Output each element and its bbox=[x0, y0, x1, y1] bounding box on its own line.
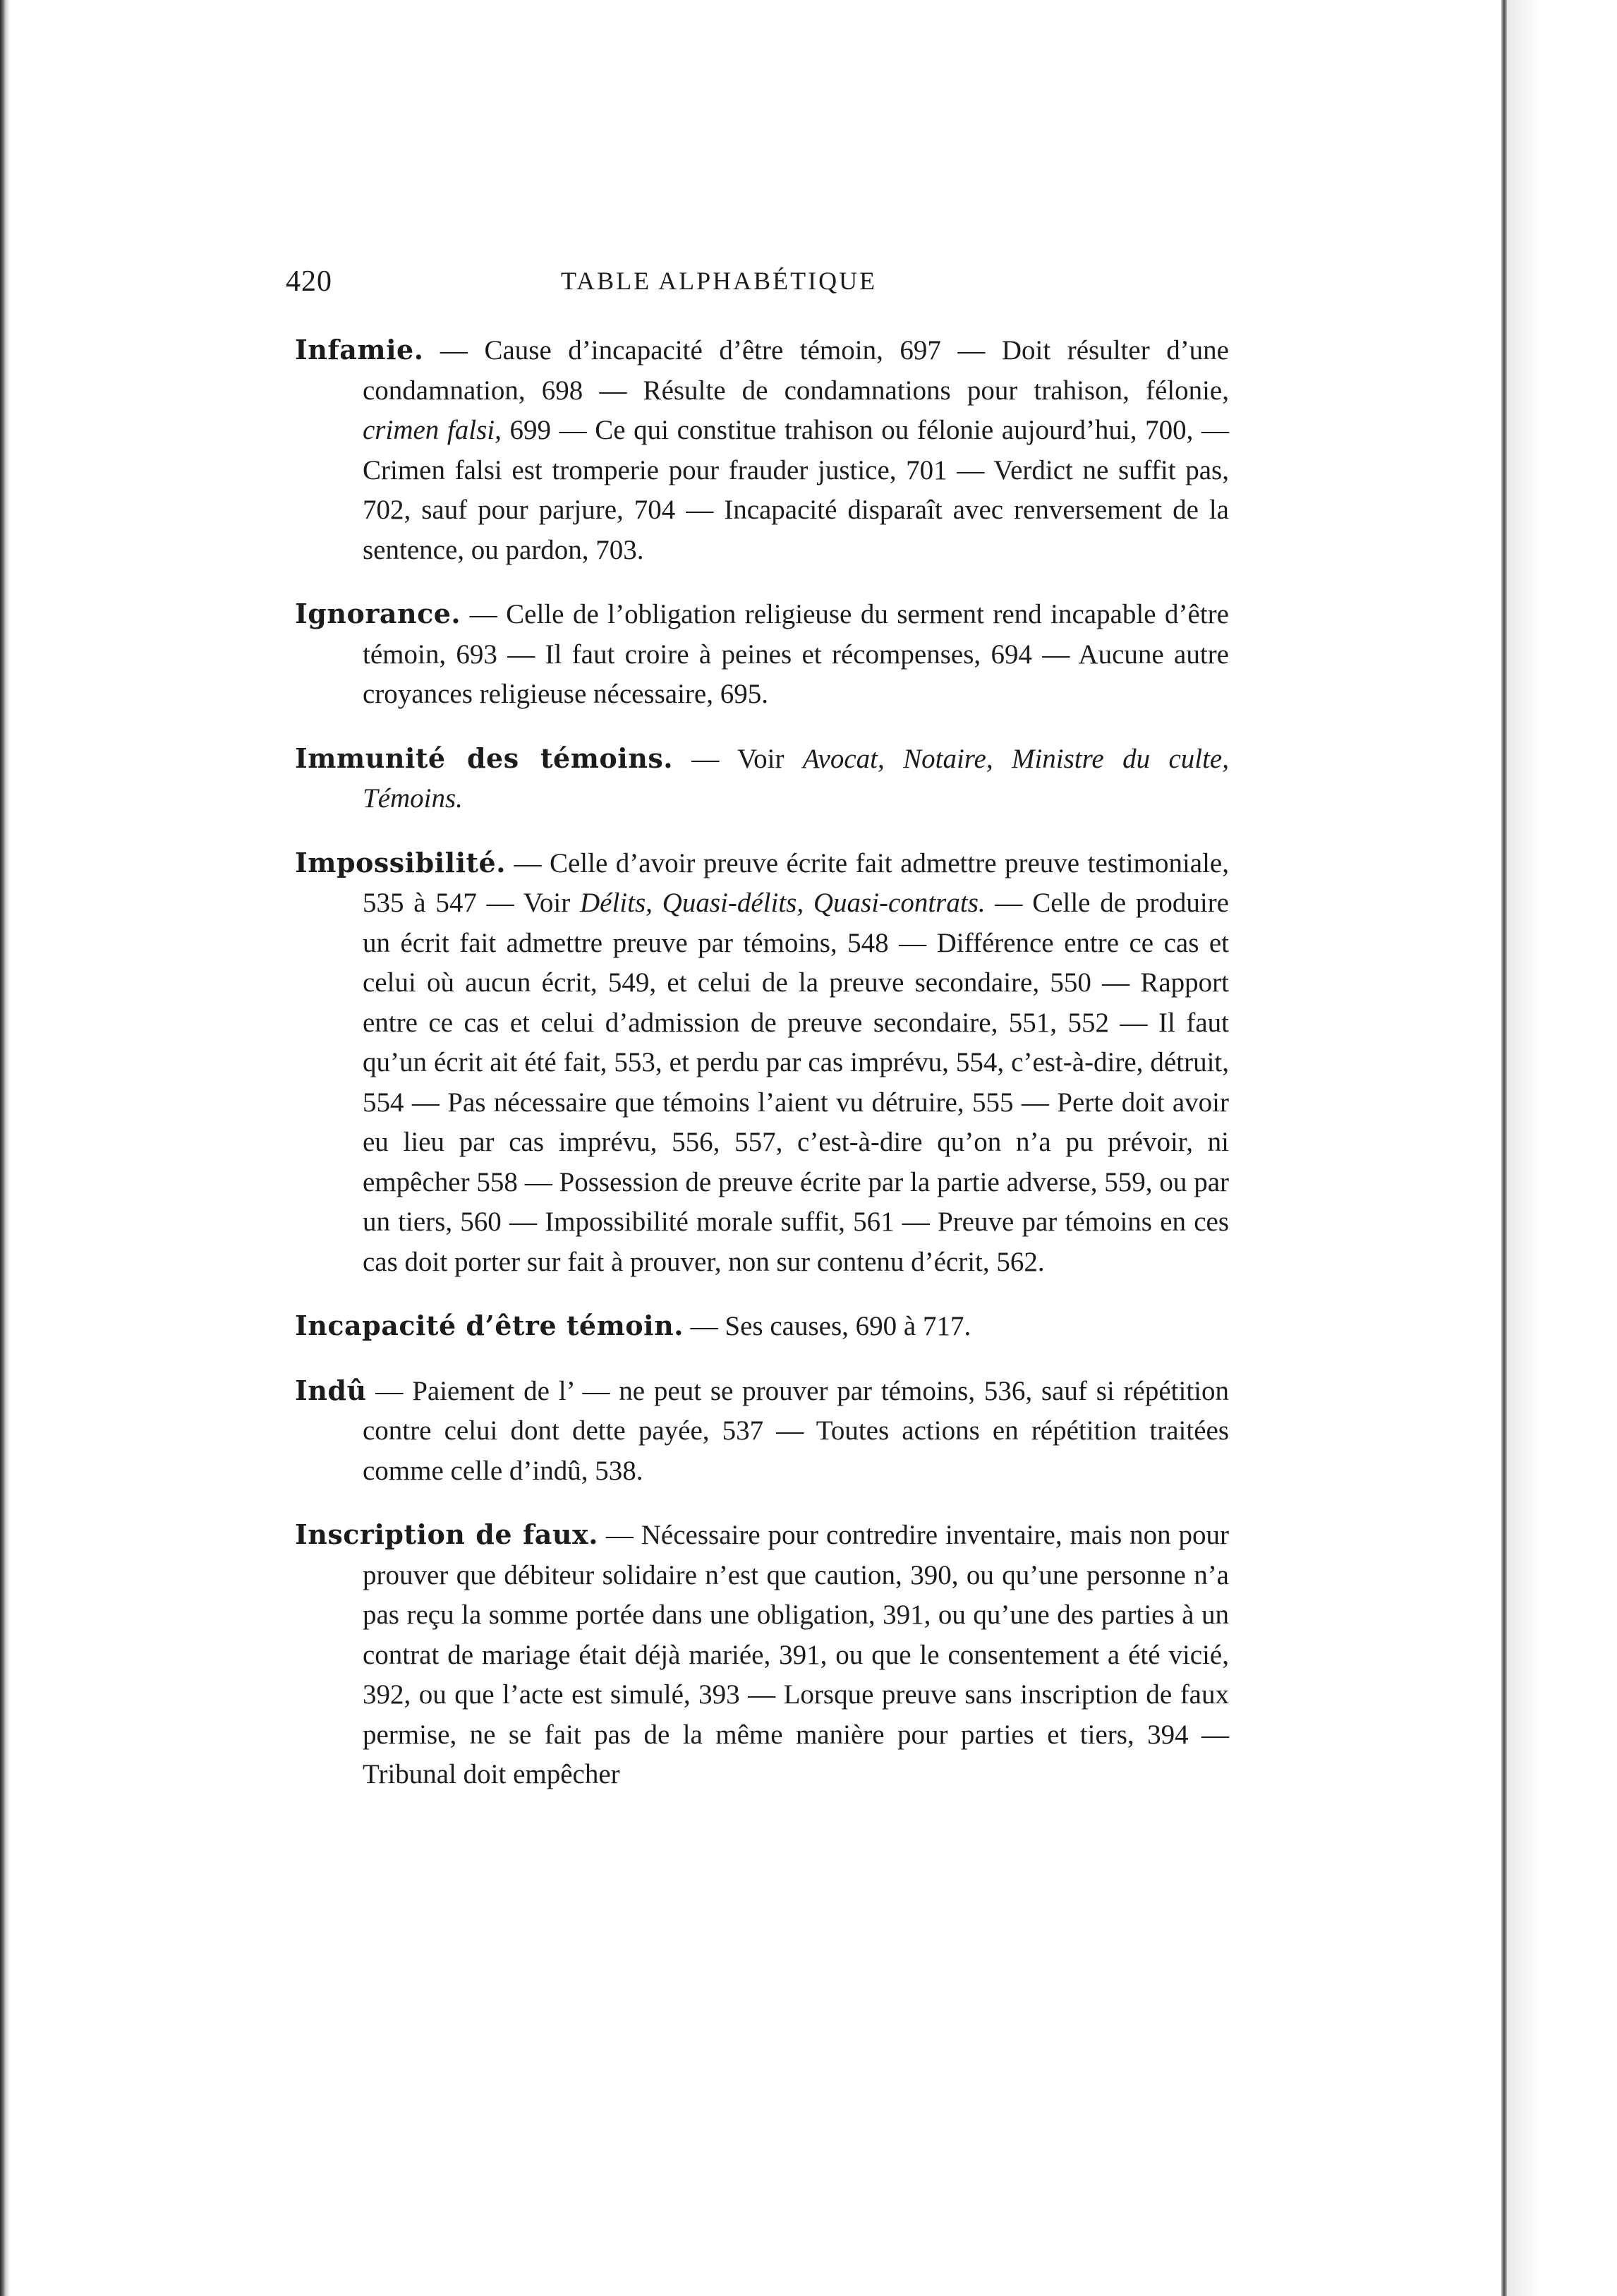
entry-headword: Incapacité d’être témoin. bbox=[295, 1310, 684, 1341]
entry-headword: Impossibilité. bbox=[295, 846, 506, 878]
entry-headword: Indû bbox=[295, 1374, 367, 1406]
running-title: TABLE ALPHABÉTIQUE bbox=[561, 267, 878, 295]
entry-headword: Infamie. bbox=[295, 334, 424, 365]
entry-headword: Immunité des témoins. bbox=[295, 742, 673, 774]
entry-text: — Celle d’avoir preuve écrite fait admettre preuve testimoniale, 535 à 547 — Voir bbox=[363, 847, 1229, 918]
entry-text: — Cause d’incapacité d’être témoin, 697 — Doit résulter d’une condamnation, 698 — Résulte de condamnations pour trahison, félonie, bbox=[363, 335, 1229, 406]
page-header bbox=[286, 265, 1231, 314]
entry-text: — Celle de l’obligation religieuse du serment rend incapable d’être témoin, 693 — Il faut croire à peines et récompenses, 694 — Aucune autre croyances religieuse nécessaire, 695. bbox=[363, 599, 1229, 709]
index-entry-indu bbox=[295, 1371, 1229, 1492]
index-entry-infamie bbox=[295, 330, 1229, 570]
index-entry-incapacite bbox=[295, 1306, 1229, 1347]
scan-right-edge-line bbox=[1501, 0, 1507, 2296]
index-entry-impossibilite bbox=[295, 843, 1229, 1283]
entry-text: — Voir bbox=[672, 743, 803, 774]
entry-headword: Inscription de faux. bbox=[295, 1518, 598, 1550]
index-entry-ignorance bbox=[295, 594, 1229, 715]
index-entry-immunite bbox=[295, 739, 1229, 819]
scan-right-edge-shadow bbox=[1507, 0, 1617, 2296]
entry-text-continued: 699 — Ce qui constitue trahison ou félonie aujourd’hui, 700, — Crimen falsi est tromperie pour frauder justice, 701 — Verdict ne suffit pas, 702, sauf pour parjure, 704 — Incapacité disparaît avec renversement de la sentence, ou pardon, 703. bbox=[363, 415, 1230, 565]
page-number: 420 bbox=[286, 265, 332, 298]
entry-text-italic: crimen falsi, bbox=[363, 415, 502, 445]
entry-text: — Nécessaire pour contredire inventaire, mais non pour prouver que débiteur solidaire n’est que caution, 390, ou qu’une personne n’a pas reçu la somme portée dans une obligation, 391, ou qu’une des parties à un contrat de mariage était déjà mariée, 391, ou que le consentement a été vicié, 392, ou que l’acte est simulé, 393 — Lorsque preuve sans inscription de faux permise, ne se fait pas de la même manière pour parties et tiers, 394 — Tribunal doit empêcher bbox=[363, 1520, 1229, 1789]
entry-text-continued: — Celle de produire un écrit fait admettre preuve par témoins, 548 — Différence entre ce cas et celui où aucun écrit, 549, et celui de la preuve secondaire, 550 — Rapport entre ce cas et celui d’admission de preuve secondaire, 551, 552 — Il faut qu’un écrit ait été fait, 553, et perdu par cas imprévu, 554, c’est-à-dire, détruit, 554 — Pas nécessaire que témoins l’aient vu détruire, 555 — Perte doit avoir eu lieu par cas imprévu, 556, 557, c’est-à-dire qu’on n’a pu prévoir, ni empêcher 558 — Possession de preuve écrite par la partie adverse, 559, ou par un tiers, 560 — Impossibilité morale suffit, 561 — Preuve par témoins en ces cas doit porter sur fait à prouver, non sur contenu d’écrit, 562. bbox=[363, 888, 1229, 1277]
entry-headword: Ignorance. bbox=[295, 598, 461, 629]
scan-left-edge bbox=[0, 0, 10, 2296]
index-entries bbox=[295, 330, 1229, 1819]
entry-text: — Paiement de l’ — ne peut se prouver par témoins, 536, sauf si répétition contre celui dont dette payée, 537 — Toutes actions en répétition traitées comme celle d’indû, 538. bbox=[363, 1375, 1229, 1486]
index-entry-inscription-de-faux bbox=[295, 1515, 1229, 1795]
entry-text-italic: Avocat, Notaire, Ministre du culte, Témoins. bbox=[363, 743, 1229, 814]
entry-text-italic: Délits, Quasi-délits, Quasi-contrats. bbox=[579, 888, 986, 918]
entry-text: — Ses causes, 690 à 717. bbox=[683, 1311, 971, 1341]
